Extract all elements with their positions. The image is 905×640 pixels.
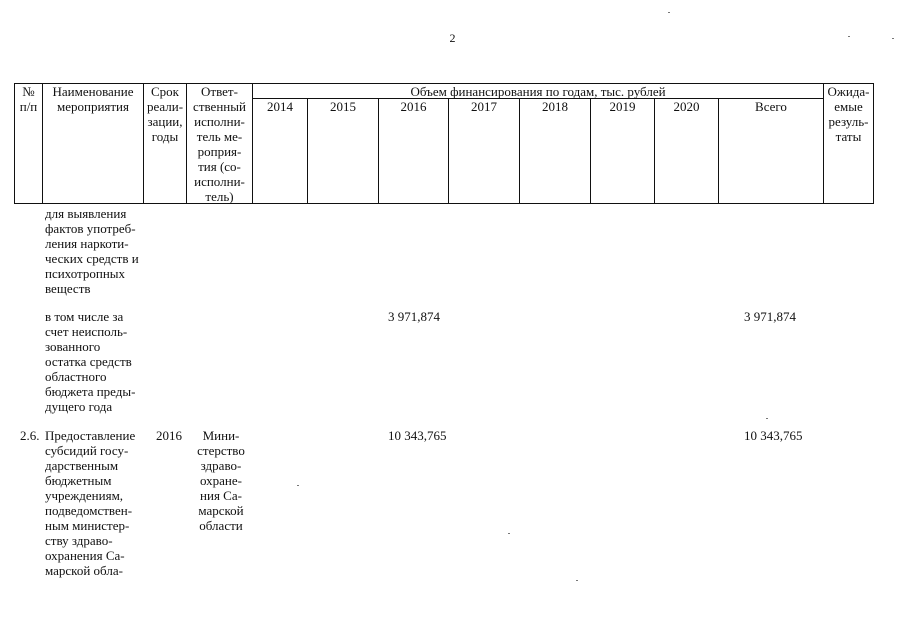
row-1-name: для выявления фактов употреб- ления наркоти- ческих средств и психотропных веществ [45,206,139,296]
scan-speck [508,533,510,534]
header-name: Наименование мероприятия [52,84,134,114]
page-number: 2 [449,31,456,45]
row-2-year-2016: 3 971,874 [388,309,440,324]
header-total: Всего [755,99,787,114]
header-executor: Ответ- ственный исполни- тель ме- роприя- тия (со- исполни- тель) [193,84,246,204]
row-3-total: 10 343,765 [744,428,803,443]
header-term: Срок реали- зации, годы [146,84,184,144]
scan-speck [668,12,670,13]
row-3-executor: Мини- стерство здраво- охране- ния Са- марской области [197,428,245,533]
row-3-name: Предоставление субсидий госу- дарственным бюджетным учреждениям, подведомствен- ным министер- ству здраво- охранения Са- марской обла- [45,428,136,578]
scan-speck [892,38,894,39]
header-year-2019: 2019 [609,99,636,114]
header-year-2020: 2020 [673,99,700,114]
scan-speck [297,485,299,486]
header-year-2015: 2015 [330,99,356,114]
row-3-num: 2.6. [20,428,40,443]
header-year-2017: 2017 [471,99,497,114]
row-2-total: 3 971,874 [744,309,796,324]
row-3-year-2016: 10 343,765 [388,428,447,443]
header-year-2014: 2014 [267,99,293,114]
row-2-name: в том числе за счет неисполь- зованного остатка средств областного бюджета преды- дущего года [45,309,136,414]
scan-speck [576,580,578,581]
border-right [873,83,874,204]
header-year-2018: 2018 [542,99,568,114]
header-result: Ожида- емые резуль- таты [827,84,870,144]
scan-speck [848,36,850,37]
row-3-term: 2016 [156,428,182,443]
header-year-2016: 2016 [400,99,427,114]
header-funding-title: Объем финансирования по годам, тыс. рублей [410,84,666,99]
scan-speck [766,418,768,419]
header-num: № п/п [19,84,38,114]
